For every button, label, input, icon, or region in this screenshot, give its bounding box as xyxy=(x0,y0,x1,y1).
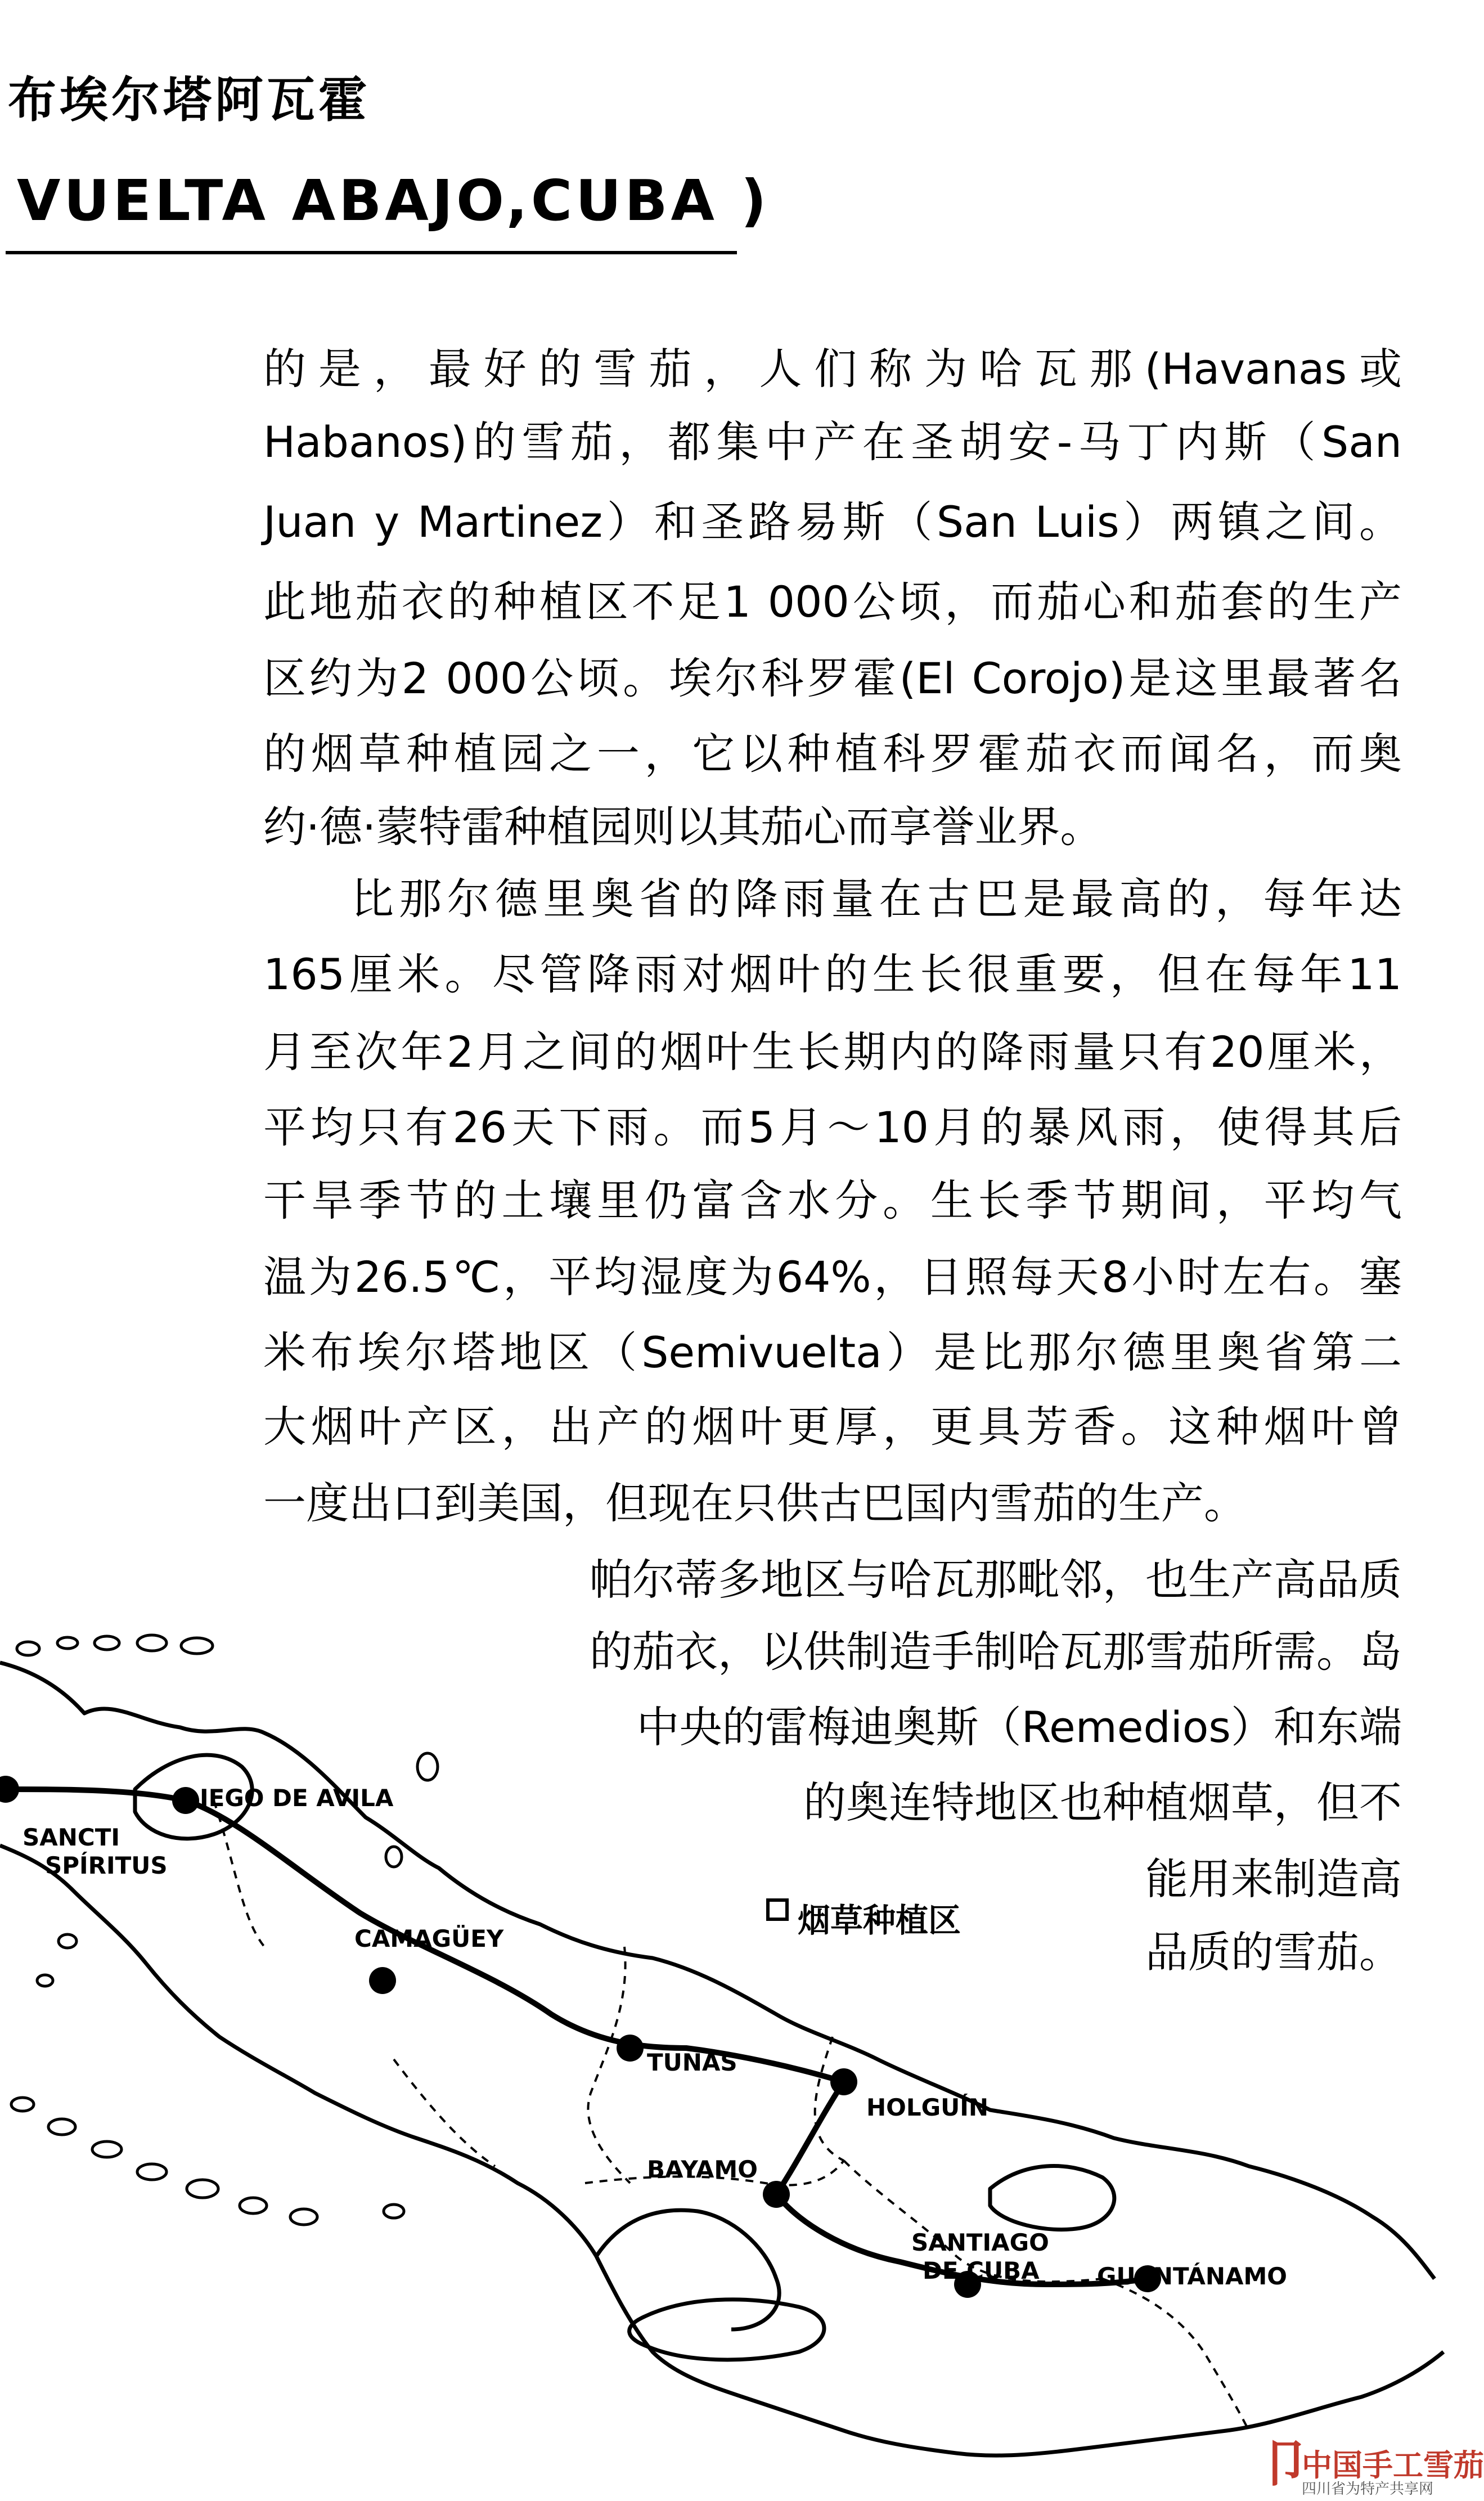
watermark-logo-icon: 卩 xyxy=(1259,2434,1310,2493)
city-label-guantanamo: GUANTÁNAMO xyxy=(1097,2262,1287,2290)
city-label-camaguey: CAMAGÜEY xyxy=(354,1925,504,1952)
watermark-title: 中国手工雪茄 xyxy=(1302,2448,1484,2483)
text-line: 区约为2 000公顷。埃尔科罗霍(El Corojo)是这里最著名 xyxy=(263,653,1402,703)
text-line: 温为26.5℃，平均湿度为64%，日照每天8小时左右。塞 xyxy=(263,1252,1402,1302)
text-line: 的茄衣，以供制造手制哈瓦那雪茄所需。岛 xyxy=(590,1627,1402,1677)
text-line: 165厘米。尽管降雨对烟叶的生长很重要，但在每年11 xyxy=(263,949,1402,999)
city-label-bayamo: BAYAMO xyxy=(647,2156,758,2183)
text-line: 平均只有26天下雨。而5月～10月的暴风雨，使得其后 xyxy=(263,1102,1402,1152)
city-label-ciego: IEGO DE AVILA xyxy=(200,1784,394,1812)
cuba-map xyxy=(0,1553,1443,2501)
nipe-outline xyxy=(990,2166,1114,2230)
text-line: 月至次年2月之间的烟叶生长期内的降雨量只有20厘米， xyxy=(263,1027,1402,1077)
header-rule xyxy=(6,251,737,254)
text-line: 中央的雷梅迪奥斯（Remedios）和东端 xyxy=(636,1702,1402,1752)
south-coast xyxy=(0,1846,1443,2455)
city-label-tunas: TUNAS xyxy=(647,2049,737,2076)
map-legend-box xyxy=(766,1898,789,1921)
text-line: 能用来制造高 xyxy=(1145,1854,1402,1904)
text-line: 的是，最好的雪茄，人们称为哈瓦那(Havanas或 xyxy=(263,344,1402,394)
text-line: Juan y Martinez）和圣路易斯（San Luis）两镇之间。 xyxy=(263,497,1402,547)
text-line: 比那尔德里奥省的降雨量在古巴是最高的，每年达 xyxy=(351,874,1402,924)
sierra-outline xyxy=(629,2300,824,2360)
watermark-subtitle: 四川省为特产共享网 xyxy=(1302,2481,1434,2498)
text-line: 的烟草种植园之一，它以种植科罗霍茄衣而闻名，而奥 xyxy=(263,729,1402,779)
text-line: 此地茄衣的种植区不足1 000公顷，而茄心和茄套的生产 xyxy=(263,577,1402,627)
watermark xyxy=(1259,2431,1484,2499)
header-title-cn: 布埃尔塔阿瓦霍 xyxy=(8,72,370,128)
text-line: Habanos)的雪茄，都集中产在圣胡安-马丁内斯（San xyxy=(263,417,1402,467)
text-line: 一度出口到美国，但现在只供古巴国内雪茄的生产。 xyxy=(263,1478,1247,1528)
text-line: 大烟叶产区，出产的烟叶更厚，更具芳香。这种烟叶曾 xyxy=(263,1402,1402,1452)
header-title-en: VUELTA ABAJO,CUBA ) xyxy=(17,168,770,234)
text-line: 米布埃尔塔地区（Semivuelta）是比那尔德里奥省第二 xyxy=(263,1327,1402,1377)
map-legend-label: 烟草种植区 xyxy=(798,1901,961,1939)
city-label-santiago: SANTIAGO xyxy=(911,2229,1049,2256)
highway-line xyxy=(0,1789,1148,2284)
text-line: 帕尔蒂多地区与哈瓦那毗邻，也生产高品质 xyxy=(590,1555,1402,1605)
city-label-sancti: SANCTI xyxy=(23,1824,120,1851)
city-label-holguin: HOLGUÍN xyxy=(866,2094,988,2121)
text-line: 约·德·蒙特雷种植园则以其茄心而享誉业界。 xyxy=(263,802,1103,852)
text-line: 品质的雪茄。 xyxy=(1145,1927,1402,1977)
city-label-santiago-2: DE CUBA xyxy=(923,2257,1040,2284)
text-line: 的奥连特地区也种植烟草，但不 xyxy=(803,1777,1402,1828)
city-label-sancti-2: SPÍRITUS xyxy=(45,1852,168,1879)
text-line: 干旱季节的土壤里仍富含水分。生长季节期间，平均气 xyxy=(263,1175,1402,1225)
